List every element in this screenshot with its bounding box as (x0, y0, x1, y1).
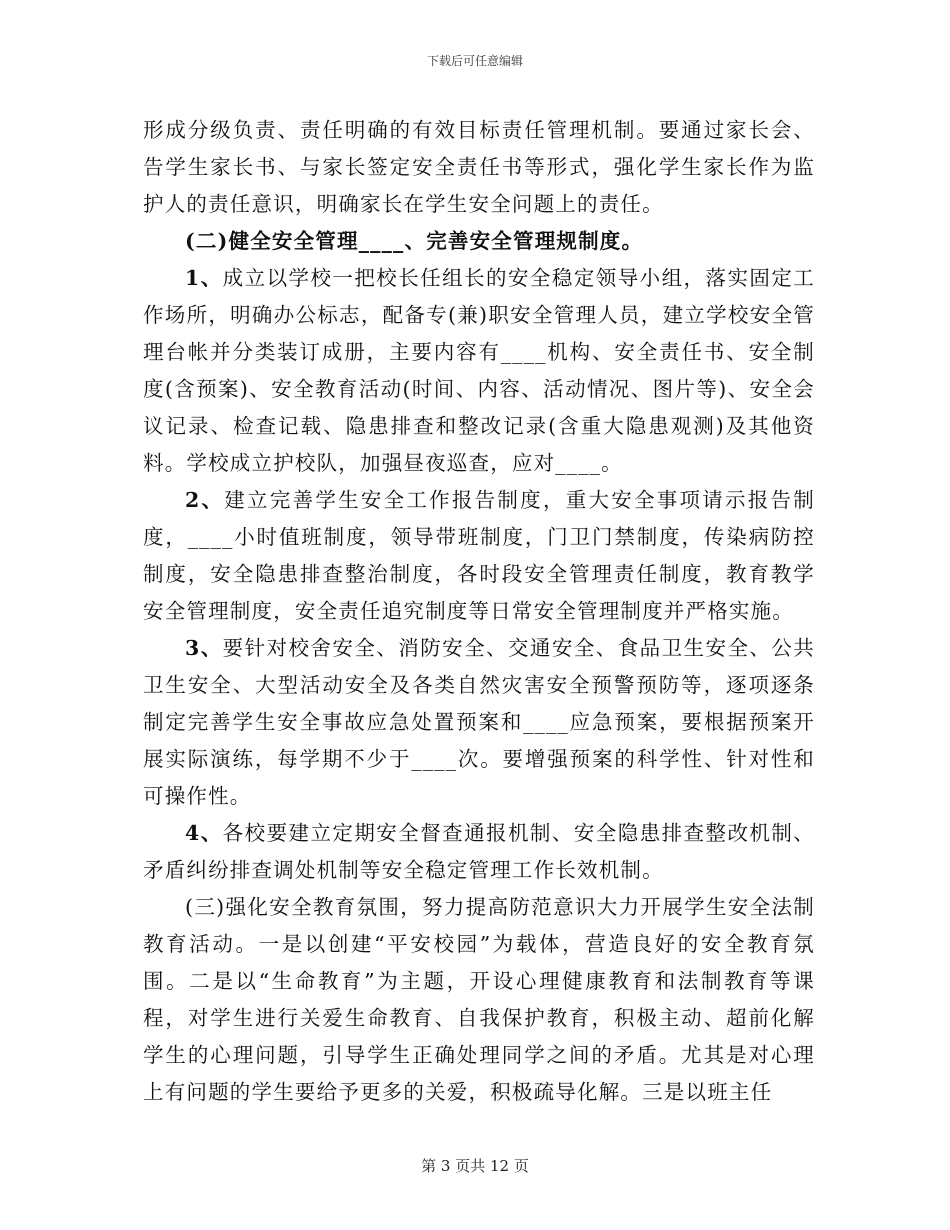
page-number: 第 3 页共 12 页 (421, 1157, 529, 1175)
item-number: 4、 (185, 821, 223, 845)
paragraph-item-2: 2、建立完善学生安全工作报告制度，重大安全事项请示报告制度，____小时值班制度，领导带班制度，门卫门禁制度，传染病防控制度，安全隐患排查整治制度，各时段安全管理责任制度，教育教学安全管理制度，安全责任追究制度等日常安全管理制度并严格实施。 (143, 488, 815, 623)
item-number: 2、 (185, 488, 225, 512)
item-number: 1、 (185, 266, 223, 290)
document-body (143, 112, 815, 1111)
paragraph-item-3: 3、要针对校舍安全、消防安全、交通安全、食品卫生安全、公共卫生安全、大型活动安全及各类自然灾害安全预警预防等，逐项逐条制定完善学生安全事故应急处置预案和____应急预案，要根据预案开展实际演练，每学期不少于____次。要增强预案的科学性、针对性和可操作性。 (143, 636, 815, 808)
paragraph-continuation: 形成分级负责、责任明确的有效目标责任管理机制。要通过家长会、告学生家长书、与家长签定安全责任书等形式，强化学生家长作为监护人的责任意识，明确家长在学生安全问题上的责任。 (143, 118, 815, 216)
section-heading-2: (二)健全安全管理____、完善安全管理规制度。 (185, 229, 644, 253)
paragraph-item-4: 4、各校要建立定期安全督查通报机制、安全隐患排查整改机制、矛盾纠纷排查调处机制等安全稳定管理工作长效机制。 (143, 821, 815, 882)
paragraph-section-3: (三)强化安全教育氛围，努力提高防范意识大力开展学生安全法制教育活动。一是以创建“平安校园”为载体，营造良好的安全教育氛围。二是以“生命教育”为主题，开设心理健康教育和法制教育等课程，对学生进行关爱生命教育、自我保护教育，积极主动、超前化解学生的心理问题，引导学生正确处理同学之间的矛盾。尤其是对心理上有问题的学生要给予更多的关爱，积极疏导化解。三是以班主任 (143, 895, 815, 1104)
item-number: 3、 (185, 636, 223, 660)
page-header: 下载后可任意编辑 (426, 54, 523, 68)
paragraph-item-1: 1、成立以学校一把校长任组长的安全稳定领导小组，落实固定工作场所，明确办公标志，配备专(兼)职安全管理人员，建立学校安全管理台帐并分类装订成册，主要内容有____机构、安全责任书、安全制度(含预案)、安全教育活动(时间、内容、活动情况、图片等)、安全会议记录、检查记载、隐患排查和整改记录(含重大隐患观测)及其他资料。学校成立护校队，加强昼夜巡查，应对____。 (143, 266, 815, 475)
